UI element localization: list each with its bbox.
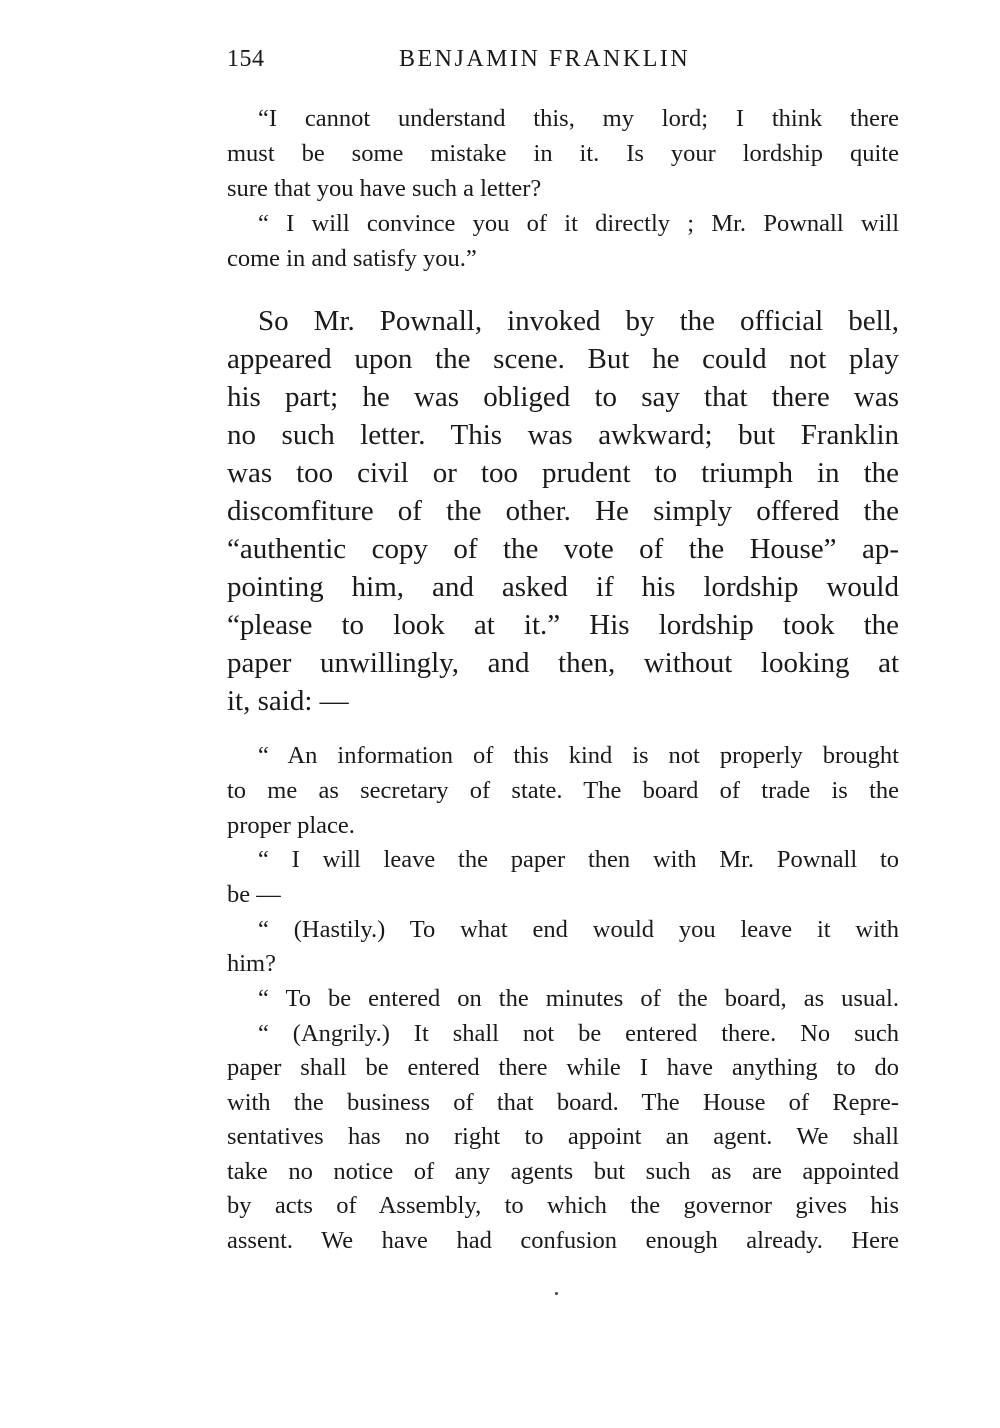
text-line: sure that you have such a letter? [227,175,542,202]
text-line: to me as secretary of state. The board of trade is the [227,777,899,804]
text-line: discomfiture of the other. He simply offered the [227,495,899,527]
text-line: “ An information of this kind is not properly brought [258,742,899,769]
text-line: it, said: — [227,685,349,717]
text-line: with the business of that board. The House of Repre- [227,1089,899,1116]
text-line: paper unwillingly, and then, without looking at [227,647,899,679]
text-line: “ (Hastily.) To what end would you leave it with [258,916,899,943]
text-line: sentatives has no right to appoint an agent. We shall [227,1123,899,1150]
text-line: “please to look at it.” His lordship took the [227,609,899,641]
text-line: paper shall be entered there while I have anything to do [227,1054,899,1081]
text-line: assent. We have had confusion enough already. Here [227,1227,899,1254]
text-line: by acts of Assembly, to which the governor gives his [227,1192,899,1219]
text-line: “ (Angrily.) It shall not be entered there. No such [258,1020,899,1047]
text-line: appeared upon the scene. But he could not play [227,343,899,375]
text-line: come in and satisfy you.” [227,245,477,272]
text-line: no such letter. This was awkward; but Franklin [227,419,899,451]
text-line: So Mr. Pownall, invoked by the official bell, [258,305,899,337]
text-line: pointing him, and asked if his lordship would [227,571,899,603]
running-title: BENJAMIN FRANKLIN [399,46,691,72]
text-line: proper place. [227,812,355,839]
print-speck [555,1292,558,1295]
page-number: 154 [227,46,265,72]
text-line: be — [227,881,281,908]
text-line: “ To be entered on the minutes of the board, as usual. [258,985,899,1012]
text-line: “ I will convince you of it directly ; Mr. Pownall will [258,210,899,237]
text-line: must be some mistake in it. Is your lordship quite [227,140,899,167]
running-head [227,46,727,80]
text-line: “authentic copy of the vote of the House” ap- [227,533,899,565]
text-line: his part; he was obliged to say that there was [227,381,899,413]
text-line: take no notice of any agents but such as are appointed [227,1158,899,1185]
text-line: him? [227,950,276,977]
text-line: “I cannot understand this, my lord; I think there [258,105,899,132]
text-line: “ I will leave the paper then with Mr. Pownall to [258,846,899,873]
text-line: was too civil or too prudent to triumph in the [227,457,899,489]
